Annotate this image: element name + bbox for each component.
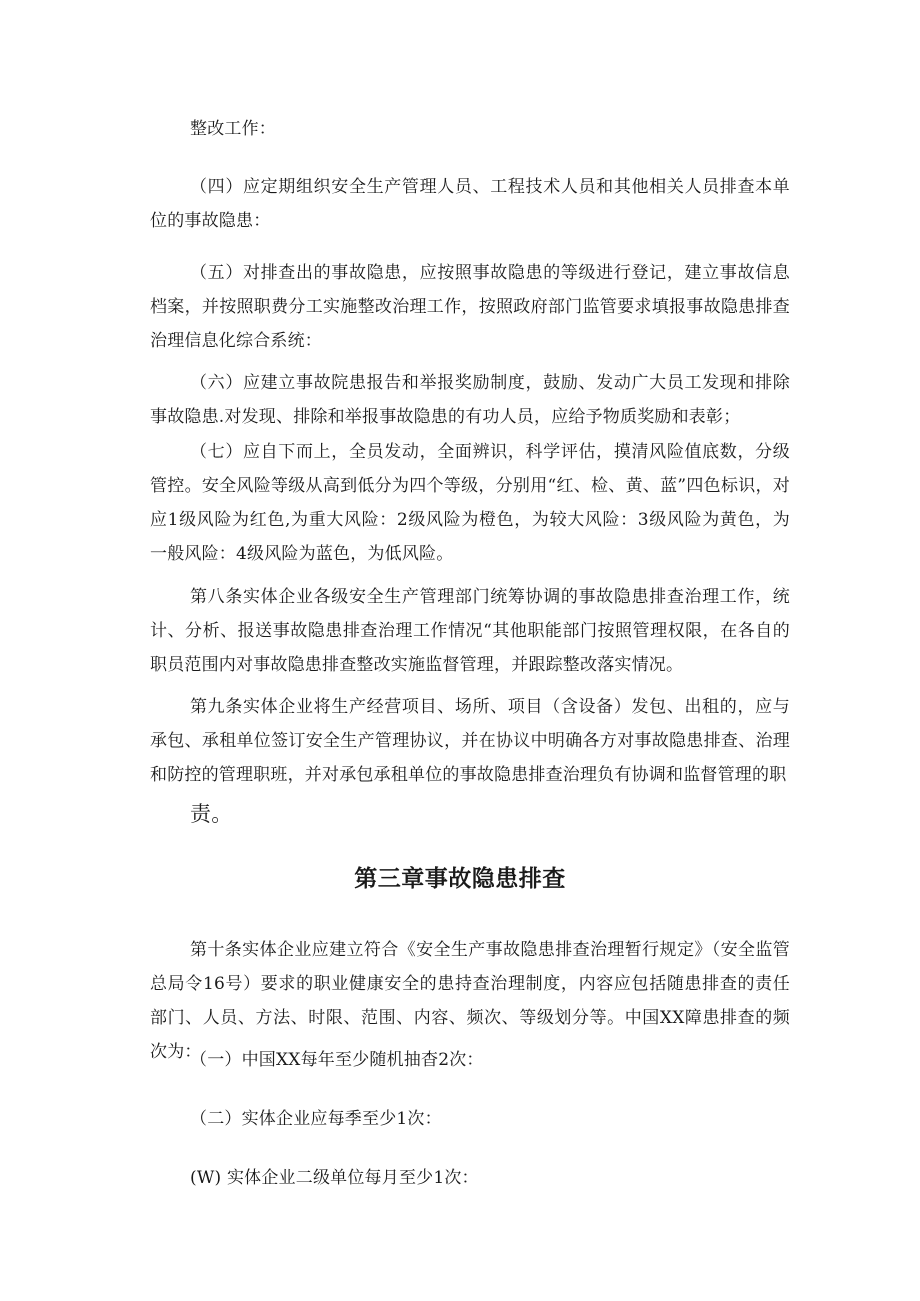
paragraph-item-6: （六）应建立事故院患报告和举报奖励制度，鼓励、发动广大员工发现和排除事故隐患.对发现、排除和举报事故隐患的有功人员，应给予物质奖励和表彰；: [150, 373, 790, 427]
paragraph-item-7: （七）应自下而上，全员发动，全面辨识，科学评估，摸清风险值底数，分级管控。安全风险等级从高到低分为四个等级，分别用“红、检、黄、蓝”四色标识，对应1级风险为红色,为重大风险：2级风险为橙色，为较大风险：3级风险为黄色，为一般风险：4级风险为蓝色，为低风险。: [150, 442, 790, 564]
paragraph-article-9-end: 责。: [190, 802, 233, 826]
paragraph-frequency-1: （一）中国XX每年至少随机抽杳2次：: [190, 1050, 484, 1070]
paragraph-continuation: 整改工作：: [190, 119, 276, 139]
paragraph-item-4: （四）应定期组织安全生产管理人员、工程技术人员和其他相关人员排查本单位的事故隐患：: [150, 177, 790, 231]
paragraph-article-10: 第十条实体企业应建立符合《安全生产事故隐患排查治理暂行规定》（安全监管总局令16号）要求的职业健康安全的患持查治理制度，内容应包括随患排查的责任部门、人员、方法、时限、范围、内容、频次、等级划分等。中国XX障患排查的频次为：: [150, 940, 790, 1062]
paragraph-article-8: 第八条实体企业各级安全生产管理部门统筹协调的事故隐患排查治理工作，统计、分析、报送事故隐患排查治理工作情况“其他职能部门按照管理权限，在各自的职员范围内对事故隐患排查整改实施监督管理，并跟踪整改落实情况。: [150, 587, 790, 675]
paragraph-item-5: （五）对排查出的事故隐患，应按照事故隐患的等级进行登记，建立事故信息档案，并按照职费分工实施整改治理工作，按照政府部门监管要求填报事故隐患排查治理信息化综合系统：: [150, 263, 790, 351]
paragraph-frequency-2: （二）实体企业应每季至少1次：: [190, 1109, 442, 1129]
paragraph-frequency-3: (W) 实体企业二级单位每月至少1次：: [190, 1168, 479, 1188]
paragraph-article-9: 第九条实体企业将生产经营项目、场所、项目（含设备）发包、出租的，应与承包、承租单位签订安全生产管理协议，并在协议中明确各方对事故隐患排查、治理和防控的管理职班，并对承包承租单位的事故隐患排查治理负有协调和监督管理的职: [150, 697, 790, 785]
chapter-heading: 第三章事故隐患排查: [354, 865, 566, 892]
